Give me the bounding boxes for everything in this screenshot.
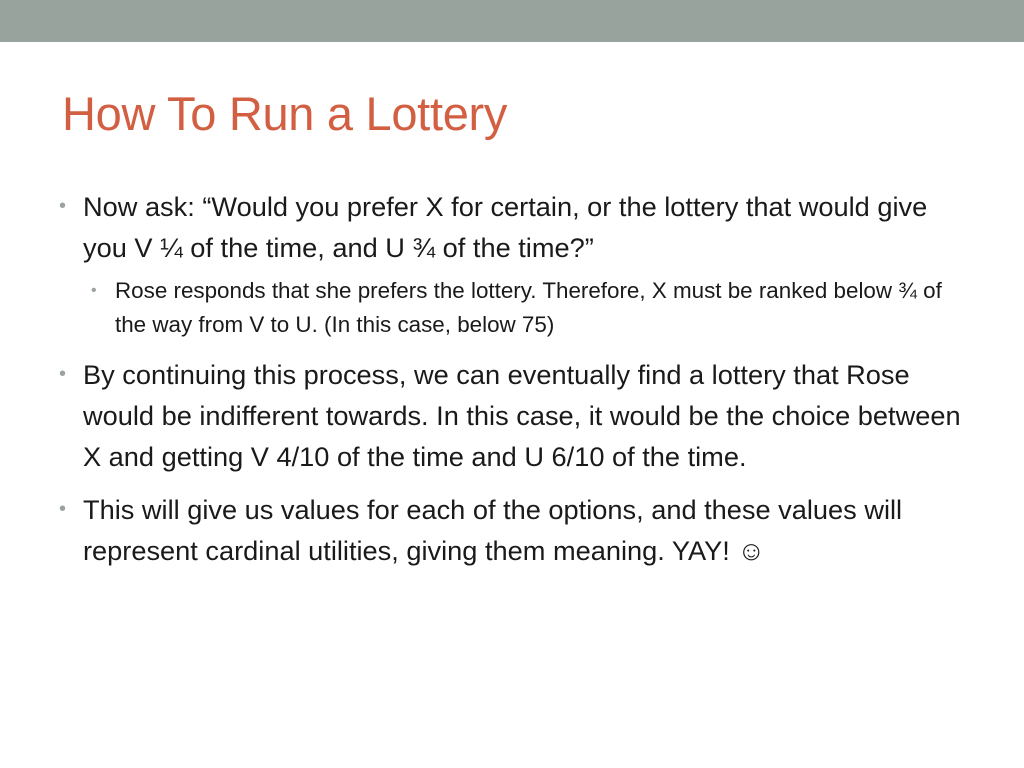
bullet-list: [58, 186, 978, 583]
top-bar: [0, 0, 1024, 42]
bullet-text: Now ask: “Would you prefer X for certain, or the lottery that would give you V ¼ of the time, and U ¾ of the time?”: [83, 191, 928, 263]
bullet-item: [58, 186, 978, 342]
bullet-text: This will give us values for each of the options, and these values will represent cardinal utilities, giving them meaning. YAY! ☺: [83, 494, 903, 566]
bullet-text: By continuing this process, we can eventually find a lottery that Rose would be indifferent towards. In this case, it would be the choice between X and getting V 4/10 of the time and U 6/10 of the time.: [83, 359, 961, 472]
sub-bullet-item: • Rose responds that she prefers the lottery. Therefore, X must be ranked below ¾ of the way from V to U. (In this case, below 75): [91, 274, 978, 342]
sub-bullet-list: [83, 274, 978, 342]
bullet-item: [58, 354, 978, 477]
slide-title: How To Run a Lottery: [62, 87, 508, 140]
bullet-item: [58, 489, 978, 571]
